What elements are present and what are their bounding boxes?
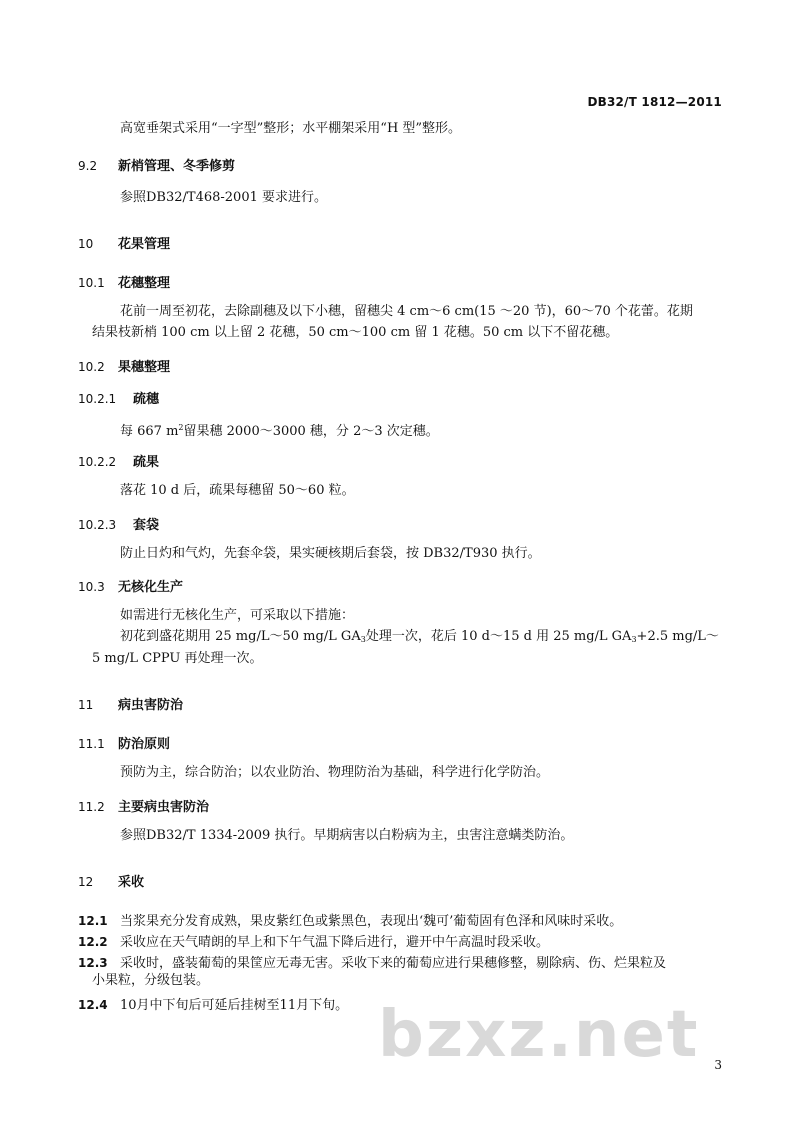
section-title: 疏果 [133, 455, 160, 470]
text-run: +2.5 mg/L～ [636, 629, 719, 644]
paragraph-line: 落花 10 d 后，疏果每穗留 50～60 粒。 [120, 483, 355, 498]
item-number: 12.2 [78, 935, 108, 949]
section-heading-10-2-1 [78, 388, 159, 407]
section-heading-11 [78, 694, 183, 713]
section-title: 套袋 [133, 518, 160, 533]
item-text: 采收时，盛装葡萄的果筐应无毒无害。采收下来的葡萄应进行果穗修整，剔除病、伤、烂果粒及 [120, 956, 667, 971]
section-number: 10.2.2 [78, 455, 117, 469]
section-number: 10 [78, 237, 94, 251]
subscript: 3 [631, 635, 637, 644]
section-heading-11-2 [78, 796, 209, 815]
text-run: 留果穗 2000～3000 穗，分 2～3 次定穗。 [183, 424, 439, 439]
paragraph-line: 参照DB32/T468-2001 要求进行。 [120, 190, 327, 205]
section-heading-12 [78, 871, 144, 890]
paragraph-line: 5 mg/L CPPU 再处理一次。 [92, 651, 263, 666]
section-number: 11.1 [78, 737, 105, 751]
superscript: 2 [178, 423, 184, 432]
paragraph-line: 结果枝新梢 100 cm 以上留 2 花穗，50 cm～100 cm 留 1 花穗。50 cm 以下不留花穗。 [92, 325, 619, 340]
section-title: 无核化生产 [118, 580, 184, 595]
text-run: 每 667 m [120, 424, 179, 439]
section-title: 病虫害防治 [118, 698, 184, 713]
paragraph-line [120, 419, 439, 440]
page-number: 3 [714, 1058, 722, 1072]
section-title: 防治原则 [118, 737, 171, 752]
section-heading-10-2-3 [78, 514, 159, 533]
paragraph-line: 如需进行无核化生产，可采取以下措施： [120, 608, 355, 623]
paragraph-line: 预防为主，综合防治；以农业防治、物理防治为基础，科学进行化学防治。 [120, 765, 550, 780]
section-heading-11-1 [78, 733, 170, 752]
section-heading-10-2 [78, 356, 170, 375]
section-title: 新梢管理、冬季修剪 [118, 159, 236, 174]
item-number: 12.4 [78, 998, 108, 1012]
section-heading-10-1 [78, 272, 170, 291]
section-heading-9-2 [78, 155, 235, 174]
header-doc-code: DB32/T 1812—2011 [587, 95, 722, 109]
section-title: 果穗整理 [118, 360, 171, 375]
section-title: 花穗整理 [118, 276, 171, 291]
list-item-12-4 [78, 994, 348, 1013]
subscript: 3 [360, 635, 366, 644]
section-number: 12 [78, 875, 94, 889]
paragraph-line: 参照DB32/T 1334-2009 执行。早期病害以白粉病为主，虫害注意螨类防治。 [120, 828, 574, 843]
paragraph-line: 花前一周至初花，去除副穗及以下小穗，留穗尖 4 cm～6 cm(15 ～20 节)，60～70 个花蕾。花期 [120, 304, 693, 319]
item-number: 12.3 [78, 956, 108, 970]
watermark: bzxz.net [378, 998, 700, 1072]
section-number: 10.1 [78, 276, 105, 290]
text-run: 处理一次，花后 10 d～15 d 用 25 mg/L GA [365, 629, 632, 644]
paragraph-line: 防止日灼和气灼，先套伞袋，果实硬核期后套袋，按 DB32/T930 执行。 [120, 546, 541, 561]
section-title: 采收 [118, 875, 145, 890]
section-title: 疏穗 [133, 392, 160, 407]
item-text: 10月中下旬后可延后挂树至11月下旬。 [120, 998, 349, 1013]
section-number: 10.2.1 [78, 392, 117, 406]
paragraph-line [120, 628, 719, 648]
section-number: 11.2 [78, 800, 105, 814]
section-heading-10-3 [78, 576, 183, 595]
section-number: 10.2 [78, 360, 105, 374]
section-number: 10.3 [78, 580, 105, 594]
list-item-12-2 [78, 931, 549, 950]
list-item-12-3 [78, 952, 666, 971]
section-heading-10-2-2 [78, 451, 159, 470]
section-number: 11 [78, 698, 94, 712]
paragraph-line: 小果粒，分级包装。 [92, 973, 210, 988]
item-text: 当浆果充分发育成熟，果皮紫红色或紫黑色，表现出‘魏可’葡萄固有色泽和风味时采收。 [120, 914, 623, 929]
section-title: 主要病虫害防治 [118, 800, 210, 815]
paragraph-line: 高宽垂架式采用“一字型”整形；水平棚架采用“H 型”整形。 [120, 121, 462, 136]
section-number: 9.2 [78, 159, 98, 173]
item-text: 采收应在天气晴朗的早上和下午气温下降后进行，避开中午高温时段采收。 [120, 935, 550, 950]
text-run: 初花到盛花期用 25 mg/L～50 mg/L GA [120, 629, 361, 644]
section-number: 10.2.3 [78, 518, 117, 532]
item-number: 12.1 [78, 914, 108, 928]
section-title: 花果管理 [118, 237, 171, 252]
list-item-12-1 [78, 910, 622, 929]
section-heading-10 [78, 233, 170, 252]
